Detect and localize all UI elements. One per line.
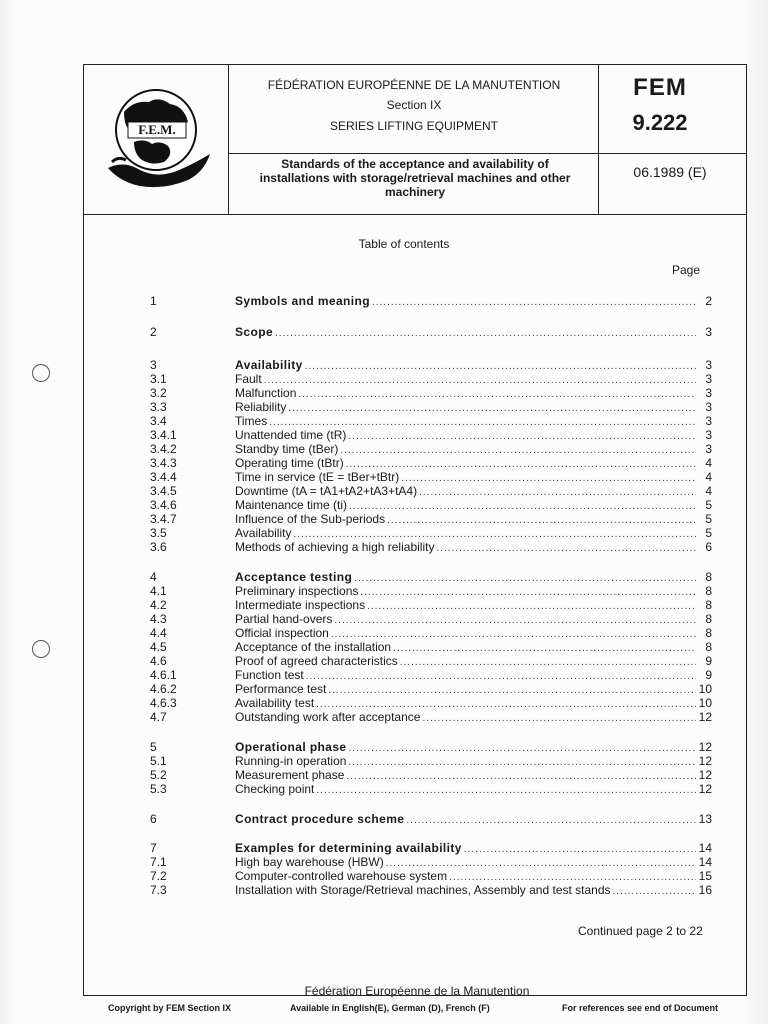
organization-name: FÉDÉRATION EUROPÉENNE DE LA MANUTENTION <box>267 78 561 92</box>
toc-entry-line <box>235 325 712 339</box>
toc-entry <box>150 484 712 498</box>
toc-leader-dots <box>305 361 696 372</box>
toc-leader-dots <box>419 487 696 498</box>
toc-entry-title: Running-in operation <box>235 754 347 768</box>
toc-entry-page: 8 <box>705 584 712 598</box>
toc-entry-page: 10 <box>698 696 712 710</box>
toc-entry-number: 3 <box>150 358 157 372</box>
toc-entry-number: 3.1 <box>150 372 167 386</box>
toc-entry-line <box>235 570 712 584</box>
toc-entry <box>150 386 712 400</box>
toc-entry <box>150 456 712 470</box>
toc-heading: Table of contents <box>358 237 450 251</box>
toc-entry <box>150 696 712 710</box>
toc-entry-line <box>235 540 712 554</box>
toc-entry <box>150 442 712 456</box>
toc-entry-title: Official inspection <box>235 626 329 640</box>
toc-entry <box>150 740 712 754</box>
toc-entry-title: Scope <box>235 325 274 339</box>
toc-entry-line <box>235 442 712 456</box>
toc-leader-dots <box>422 713 696 724</box>
toc-entry-page: 4 <box>705 456 712 470</box>
toc-entry-page: 3 <box>705 358 712 372</box>
standard-title: Standards of the acceptance and availability of installations with storage/retrieval machines and other machinery <box>259 157 571 199</box>
toc-entry <box>150 782 712 796</box>
toc-entry-line <box>235 598 712 612</box>
toc-entry-number: 5.1 <box>150 754 167 768</box>
toc-entry <box>150 540 712 554</box>
toc-entry-title: Installation with Storage/Retrieval machines, Assembly and test stands <box>235 883 611 897</box>
toc-entry-number: 3.2 <box>150 386 167 400</box>
toc-leader-dots <box>316 699 696 710</box>
toc-entry-title: Methods of achieving a high reliability <box>235 540 435 554</box>
toc-entry-number: 5 <box>150 740 157 754</box>
toc-entry-line <box>235 386 712 400</box>
toc-entry-number: 4.3 <box>150 612 167 626</box>
toc-entry-number: 3.4.7 <box>150 512 177 526</box>
toc-entry-title: Partial hand-overs <box>235 612 333 626</box>
toc-entry-page: 10 <box>698 682 712 696</box>
toc-entry-page: 6 <box>705 540 712 554</box>
toc-entry-number: 3.3 <box>150 400 167 414</box>
footer-copyright: Copyright by FEM Section IX <box>108 1003 232 1013</box>
toc-entry-number: 3.4.4 <box>150 470 177 484</box>
toc-entry-line <box>235 740 712 754</box>
toc-entry-title: Fault <box>235 372 262 386</box>
toc-entry-number: 4.5 <box>150 640 167 654</box>
toc-entry <box>150 400 712 414</box>
toc-leader-dots <box>293 529 696 540</box>
toc-entry <box>150 640 712 654</box>
logo-text: F.E.M. <box>138 122 176 137</box>
toc-leader-dots <box>386 858 696 869</box>
toc-entry-page: 5 <box>705 526 712 540</box>
toc-entry-number: 4.7 <box>150 710 167 724</box>
toc-entry-number: 3.4.5 <box>150 484 177 498</box>
toc-entry-number: 4.1 <box>150 584 167 598</box>
toc-entry <box>150 325 712 339</box>
toc-entry-page: 8 <box>705 626 712 640</box>
toc-entry-title: Outstanding work after acceptance <box>235 710 421 724</box>
toc-leader-dots <box>349 743 697 754</box>
toc-entry <box>150 654 712 668</box>
toc-entry-line <box>235 372 712 386</box>
toc-entry-number: 1 <box>150 294 157 308</box>
toc-entry-line <box>235 668 712 682</box>
toc-entry-title: Proof of agreed characteristics <box>235 654 398 668</box>
toc-entry-line <box>235 526 712 540</box>
toc-entry-page: 16 <box>698 883 712 897</box>
toc-entry-page: 3 <box>705 400 712 414</box>
toc-entry <box>150 598 712 612</box>
toc-leader-dots <box>334 615 696 626</box>
toc-entry-title: Availability <box>235 526 292 540</box>
toc-entry-page: 3 <box>705 386 712 400</box>
toc-entry-number: 3.4 <box>150 414 167 428</box>
toc-entry-number: 7.3 <box>150 883 167 897</box>
toc-entry-page: 13 <box>698 812 712 826</box>
toc-entry-line <box>235 696 712 710</box>
toc-entry-number: 3.4.1 <box>150 428 177 442</box>
toc-entry <box>150 526 712 540</box>
toc-leader-dots <box>393 643 696 654</box>
toc-entry-page: 2 <box>705 294 712 308</box>
toc-entry <box>150 812 712 826</box>
toc-entry-title: Unattended time (tR) <box>235 428 347 442</box>
toc-leader-dots <box>367 601 696 612</box>
binder-hole-mark <box>32 640 50 658</box>
toc-entry-page: 12 <box>698 782 712 796</box>
toc-entry-line <box>235 682 712 696</box>
toc-entry <box>150 626 712 640</box>
toc-entry-page: 12 <box>698 710 712 724</box>
toc-leader-dots <box>354 573 696 584</box>
header-divider-left <box>228 64 229 214</box>
toc-entry-page: 8 <box>705 612 712 626</box>
toc-entry-title: Preliminary inspections <box>235 584 359 598</box>
toc-entry-title: Operating time (tBtr) <box>235 456 344 470</box>
toc-entry-title: Downtime (tA = tA1+tA2+tA3+tA4) <box>235 484 418 498</box>
toc-entry-title: Malfunction <box>235 386 297 400</box>
toc-entry-line <box>235 710 712 724</box>
toc-leader-dots <box>464 844 696 855</box>
toc-entry-number: 4.4 <box>150 626 167 640</box>
toc-entry-number: 4.6.3 <box>150 696 177 710</box>
toc-entry-page: 4 <box>705 470 712 484</box>
header-middle-divider <box>228 153 747 154</box>
toc-entry <box>150 512 712 526</box>
toc-entry-number: 5.2 <box>150 768 167 782</box>
toc-entry <box>150 869 712 883</box>
toc-leader-dots <box>306 671 696 682</box>
toc-leader-dots <box>349 501 696 512</box>
doc-code-number: 9.222 <box>632 110 688 135</box>
toc-entry-page: 3 <box>705 428 712 442</box>
toc-entry-number: 3.6 <box>150 540 167 554</box>
toc-entry-title: Intermediate inspections <box>235 598 366 612</box>
toc-entry <box>150 470 712 484</box>
toc-entry-title: Reliability <box>235 400 287 414</box>
toc-entry-line <box>235 400 712 414</box>
toc-leader-dots <box>406 815 696 826</box>
toc-entry <box>150 612 712 626</box>
toc-entry-page: 3 <box>705 414 712 428</box>
toc-entry-title: High bay warehouse (HBW) <box>235 855 384 869</box>
toc-leader-dots <box>400 657 696 668</box>
toc-leader-dots <box>360 587 696 598</box>
toc-entry-line <box>235 484 712 498</box>
toc-entry <box>150 841 712 855</box>
toc-entry-title: Symbols and meaning <box>235 294 370 308</box>
doc-code-prefix: FEM <box>633 74 687 101</box>
toc-entry-page: 3 <box>705 325 712 339</box>
toc-entry-line <box>235 498 712 512</box>
toc-entry-title: Standby time (tBer) <box>235 442 339 456</box>
toc-entry-page: 5 <box>705 512 712 526</box>
toc-entry-line <box>235 358 712 372</box>
toc-entry <box>150 414 712 428</box>
toc-leader-dots <box>348 757 696 768</box>
toc-leader-dots <box>346 771 696 782</box>
toc-entry-number: 7.1 <box>150 855 167 869</box>
toc-entry-page: 15 <box>698 869 712 883</box>
toc-entry-page: 9 <box>705 668 712 682</box>
toc-entry-line <box>235 584 712 598</box>
toc-entry-line <box>235 869 712 883</box>
toc-entry-number: 3.5 <box>150 526 167 540</box>
toc-entry-line <box>235 640 712 654</box>
toc-leader-dots <box>613 886 696 897</box>
toc-leader-dots <box>269 417 696 428</box>
toc-entry-page: 8 <box>705 598 712 612</box>
section-label: Section IX <box>386 98 442 112</box>
toc-entry-number: 4.6.1 <box>150 668 177 682</box>
toc-entry-title: Influence of the Sub-periods <box>235 512 386 526</box>
toc-entry-line <box>235 768 712 782</box>
toc-leader-dots <box>298 389 696 400</box>
footer-languages: Available in English(E), German (D), French (F) <box>290 1003 490 1013</box>
toc-entry <box>150 498 712 512</box>
toc-entry <box>150 682 712 696</box>
toc-entry-title: Maintenance time (ti) <box>235 498 348 512</box>
toc-entry-title: Acceptance of the installation <box>235 640 392 654</box>
toc-entry-line <box>235 654 712 668</box>
footer-references: For references see end of Document <box>562 1003 719 1013</box>
fem-logo <box>104 82 214 194</box>
toc-entry-page: 12 <box>698 754 712 768</box>
toc-entry-title: Availability <box>235 358 303 372</box>
toc-entry-line <box>235 414 712 428</box>
toc-leader-dots <box>387 515 696 526</box>
toc-leader-dots <box>436 543 696 554</box>
toc-entry <box>150 768 712 782</box>
toc-leader-dots <box>328 685 696 696</box>
toc-entry-number: 7 <box>150 841 157 855</box>
toc-entry-number: 4.2 <box>150 598 167 612</box>
continued-note: Continued page 2 to 22 <box>578 924 703 938</box>
toc-entry-title: Measurement phase <box>235 768 345 782</box>
toc-entry-title: Contract procedure scheme <box>235 812 405 826</box>
toc-entry-title: Time in service (tE = tBer+tBtr) <box>235 470 400 484</box>
toc-entry-line <box>235 470 712 484</box>
toc-leader-dots <box>331 629 696 640</box>
toc-entry-line <box>235 626 712 640</box>
toc-entry <box>150 710 712 724</box>
toc-entry-number: 3.4.2 <box>150 442 177 456</box>
toc-entry <box>150 358 712 372</box>
header-divider-right <box>598 64 599 214</box>
toc-entry-page: 4 <box>705 484 712 498</box>
toc-entry-line <box>235 782 712 796</box>
toc-entry-page: 8 <box>705 570 712 584</box>
toc-entry-title: Availability test <box>235 696 315 710</box>
toc-entry-page: 12 <box>698 740 712 754</box>
toc-entry-title: Checking point <box>235 782 315 796</box>
toc-entry-line <box>235 883 712 897</box>
toc-leader-dots <box>449 872 696 883</box>
toc-entry-line <box>235 812 712 826</box>
toc-leader-dots <box>372 297 696 308</box>
toc-entry-number: 3.4.3 <box>150 456 177 470</box>
toc-leader-dots <box>348 431 696 442</box>
toc-entry-page: 5 <box>705 498 712 512</box>
toc-entry-page: 8 <box>705 640 712 654</box>
header-bottom-divider <box>83 214 747 215</box>
toc-entry-number: 3.4.6 <box>150 498 177 512</box>
footer-organization: Fédération Européenne de la Manutention <box>304 984 530 998</box>
toc-entry-number: 4 <box>150 570 157 584</box>
edition-date: 06.1989 (E) <box>633 164 707 180</box>
toc-entry-line <box>235 855 712 869</box>
toc-entry-line <box>235 428 712 442</box>
toc-entry <box>150 372 712 386</box>
toc-entry-page: 3 <box>705 372 712 386</box>
toc-entry-title: Examples for determining availability <box>235 841 462 855</box>
toc-entry-page: 14 <box>698 855 712 869</box>
toc-entry <box>150 855 712 869</box>
toc-entry <box>150 668 712 682</box>
toc-entry-title: Operational phase <box>235 740 347 754</box>
toc-entry-title: Acceptance testing <box>235 570 353 584</box>
toc-entry-number: 5.3 <box>150 782 167 796</box>
toc-entry-line <box>235 456 712 470</box>
toc-entry-number: 7.2 <box>150 869 167 883</box>
toc-page-label: Page <box>672 263 701 277</box>
toc-entry <box>150 294 712 308</box>
toc-entry-line <box>235 841 712 855</box>
toc-entry-number: 6 <box>150 812 157 826</box>
toc-entry <box>150 570 712 584</box>
toc-leader-dots <box>346 459 696 470</box>
toc-leader-dots <box>316 785 696 796</box>
toc-entry <box>150 584 712 598</box>
binder-hole-mark <box>32 364 50 382</box>
toc-entry-line <box>235 754 712 768</box>
toc-leader-dots <box>275 328 696 339</box>
series-label: SERIES LIFTING EQUIPMENT <box>329 119 499 133</box>
toc-entry-line <box>235 512 712 526</box>
toc-entry <box>150 428 712 442</box>
toc-entry-title: Computer-controlled warehouse system <box>235 869 448 883</box>
toc-leader-dots <box>401 473 696 484</box>
toc-entry <box>150 883 712 897</box>
toc-entry-number: 4.6.2 <box>150 682 177 696</box>
toc-leader-dots <box>340 445 696 456</box>
toc-entry-page: 9 <box>705 654 712 668</box>
toc-entry-title: Function test <box>235 668 304 682</box>
toc-entry-number: 2 <box>150 325 157 339</box>
toc-entry <box>150 754 712 768</box>
toc-entry-page: 12 <box>698 768 712 782</box>
toc-entry-page: 14 <box>698 841 712 855</box>
toc-entry-title: Times <box>235 414 268 428</box>
toc-entry-title: Performance test <box>235 682 327 696</box>
toc-entry-page: 3 <box>705 442 712 456</box>
toc-entry-number: 4.6 <box>150 654 167 668</box>
toc-leader-dots <box>288 403 696 414</box>
toc-entry-line <box>235 294 712 308</box>
toc-leader-dots <box>264 375 696 386</box>
toc-entry-line <box>235 612 712 626</box>
